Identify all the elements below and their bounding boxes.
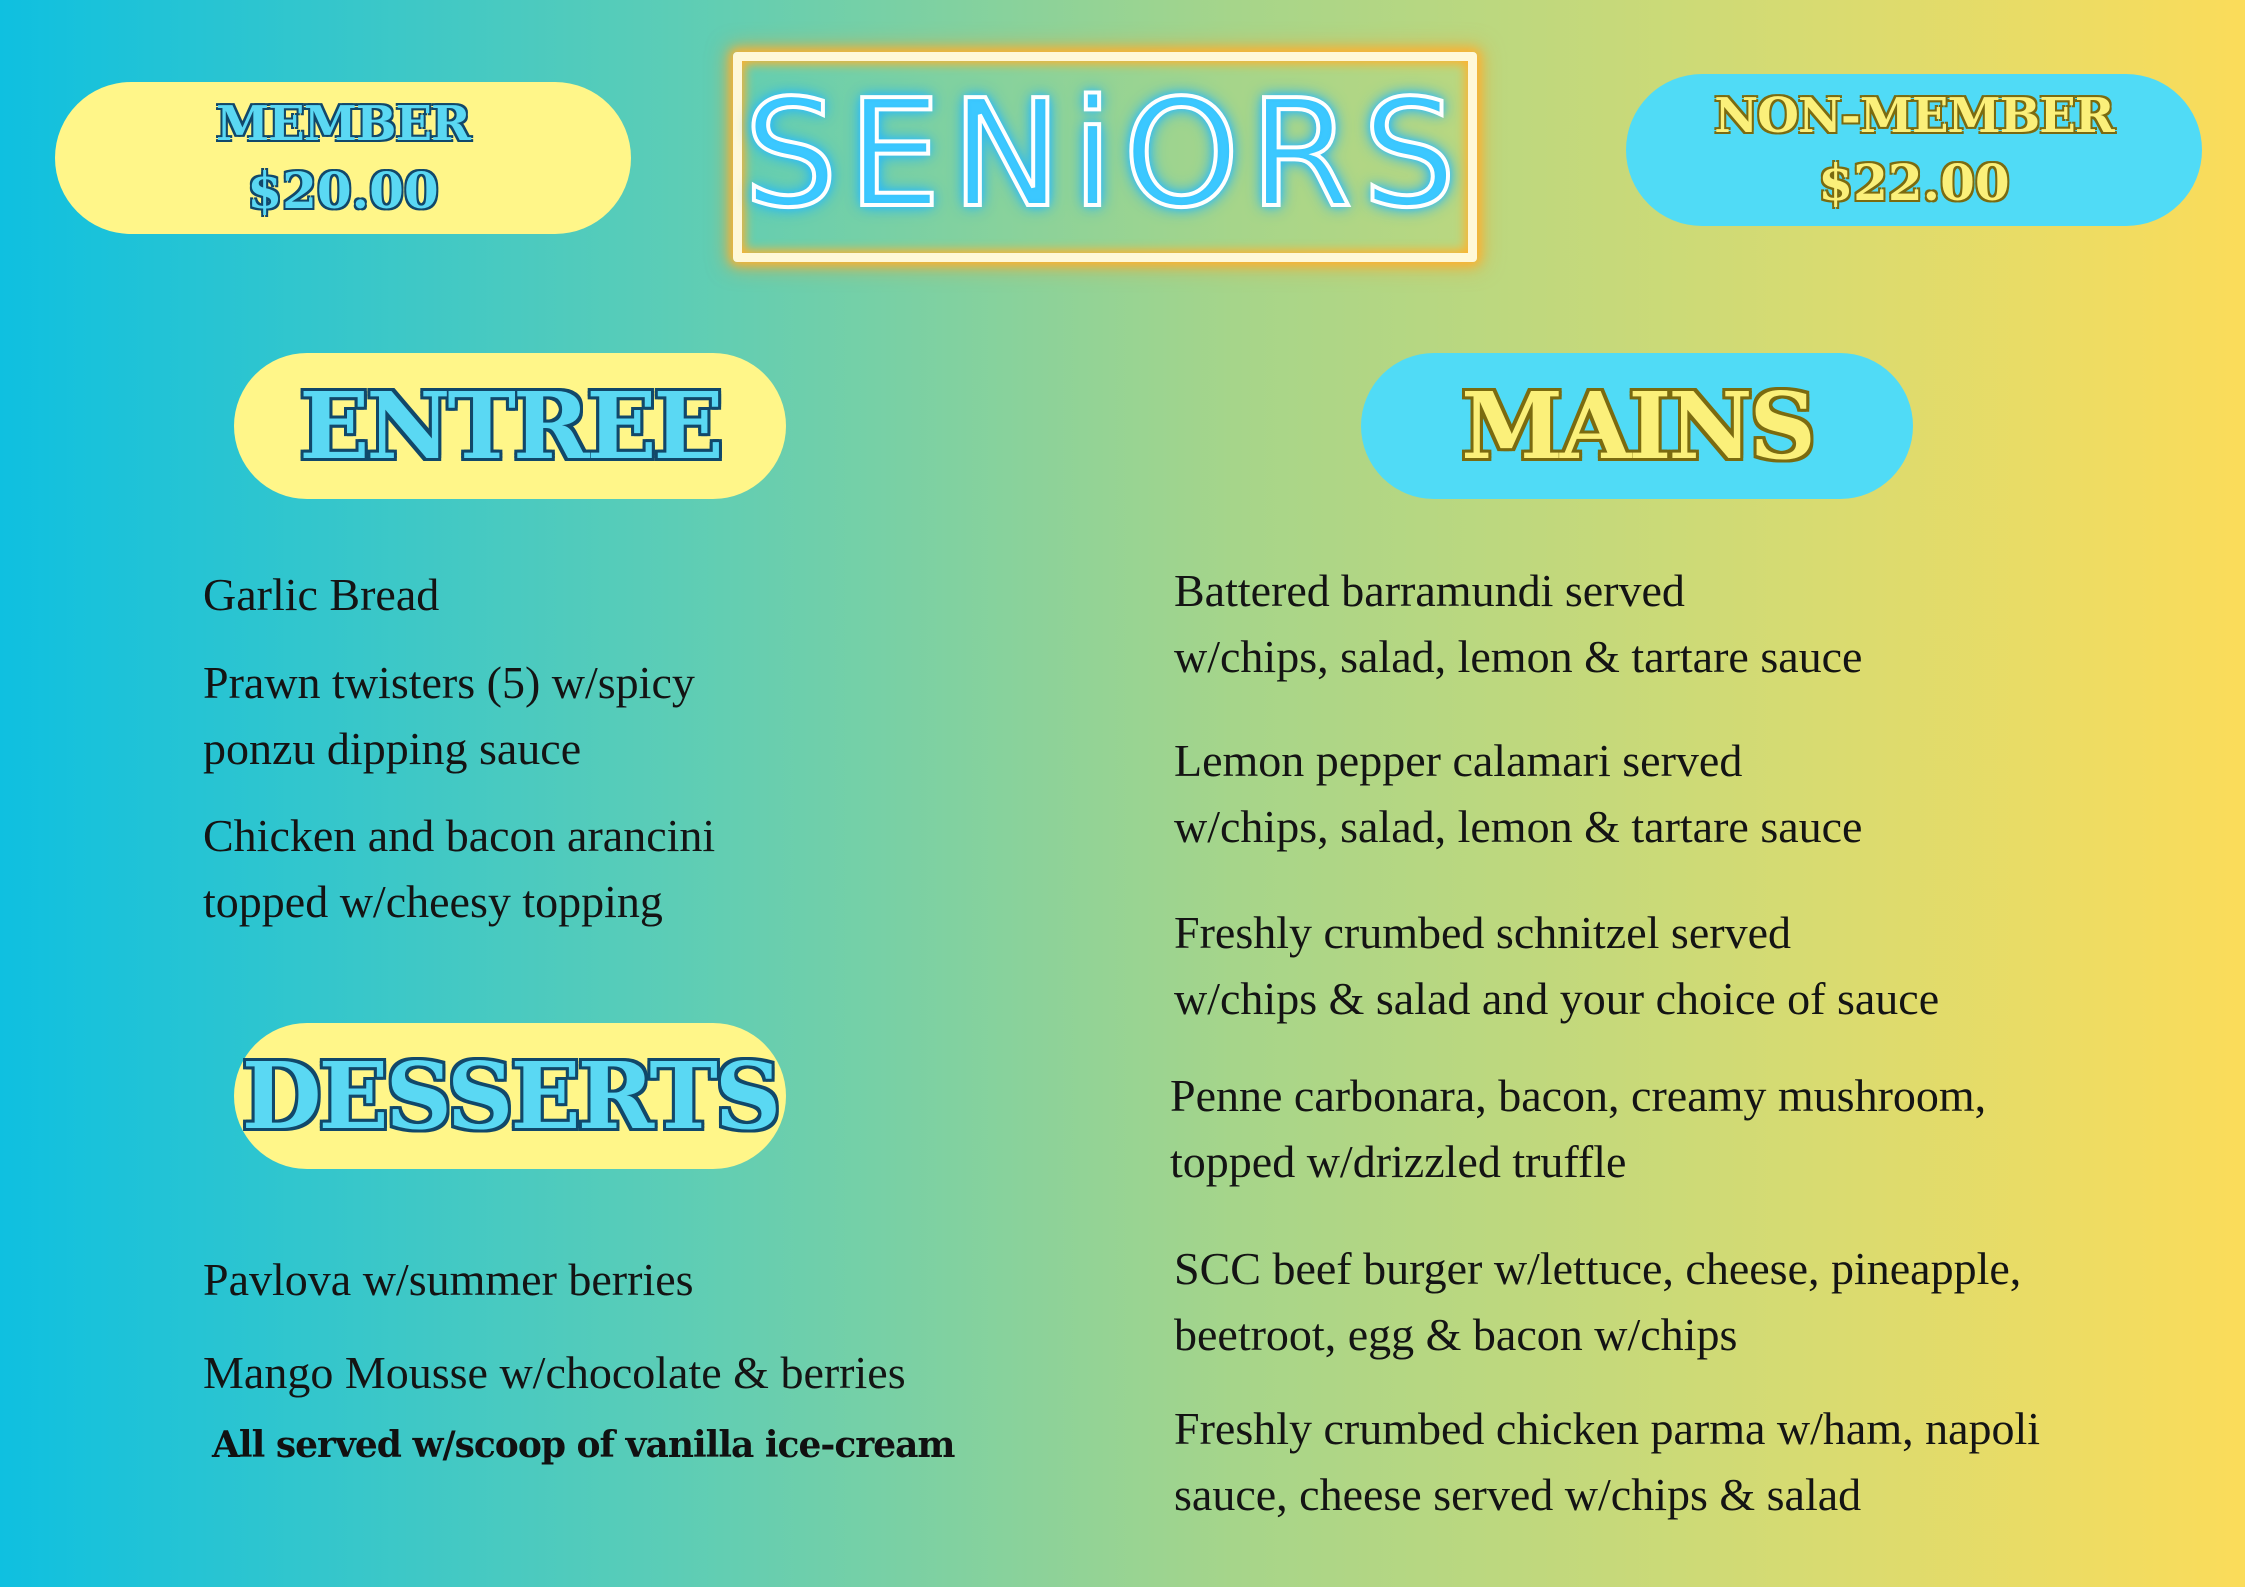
mains-item-line: Battered barramundi served (1174, 565, 1685, 616)
dessert-item (203, 1247, 694, 1313)
mains-item-line: Lemon pepper calamari served (1174, 735, 1743, 786)
dessert-note: All served w/scoop of vanilla ice-cream (212, 1424, 955, 1466)
mains-item (1174, 1236, 2021, 1368)
mains-item-line: w/chips & salad and your choice of sauce (1174, 973, 1940, 1024)
entree-heading-pill (234, 353, 786, 499)
entree-item-line: ponzu dipping sauce (203, 723, 582, 774)
non-member-label: NON-MEMBER (1714, 87, 2114, 144)
mains-item-line: Freshly crumbed chicken parma w/ham, napoli (1174, 1403, 2041, 1454)
title-neon-frame (733, 52, 1477, 262)
mains-item-line: sauce, cheese served w/chips & salad (1174, 1469, 1862, 1520)
mains-item-line: w/chips, salad, lemon & tartare sauce (1174, 631, 1863, 682)
entree-item-line: Chicken and bacon arancini (203, 810, 716, 861)
mains-item-line: SCC beef burger w/lettuce, cheese, pineapple, (1174, 1243, 2022, 1294)
dessert-item (203, 1340, 906, 1406)
mains-item (1174, 900, 1939, 1032)
mains-item (1170, 1063, 1986, 1195)
non-member-price: $22.00 (1818, 152, 2010, 212)
member-price: $20.00 (247, 160, 439, 220)
entree-item (203, 650, 695, 782)
mains-item-line: beetroot, egg & bacon w/chips (1174, 1309, 1738, 1360)
entree-item (203, 803, 715, 935)
page-title: SENiORS (743, 68, 1467, 240)
entree-item-line: Prawn twisters (5) w/spicy (203, 657, 695, 708)
mains-item-line: w/chips, salad, lemon & tartare sauce (1174, 801, 1863, 852)
dessert-item-line: Mango Mousse w/chocolate & berries (203, 1347, 906, 1398)
mains-item (1174, 558, 1862, 690)
entree-item-line: topped w/cheesy topping (203, 876, 663, 927)
mains-item-line: topped w/drizzled truffle (1170, 1136, 1627, 1187)
desserts-heading-pill (234, 1023, 786, 1169)
mains-item-line: Freshly crumbed schnitzel served (1174, 907, 1791, 958)
non-member-price-pill (1626, 74, 2202, 226)
entree-item (203, 562, 439, 628)
mains-item (1174, 728, 1862, 860)
member-label: MEMBER (216, 95, 470, 152)
mains-heading: MAINS (1461, 372, 1813, 480)
entree-item-line: Garlic Bread (203, 569, 440, 620)
mains-heading-pill (1361, 353, 1913, 499)
member-price-pill (55, 82, 631, 234)
mains-item-line: Penne carbonara, bacon, creamy mushroom, (1170, 1070, 1987, 1121)
mains-item (1174, 1396, 2040, 1528)
entree-heading: ENTREE (299, 372, 721, 480)
desserts-heading: DESSERTS (241, 1042, 779, 1150)
dessert-item-line: Pavlova w/summer berries (203, 1254, 694, 1305)
